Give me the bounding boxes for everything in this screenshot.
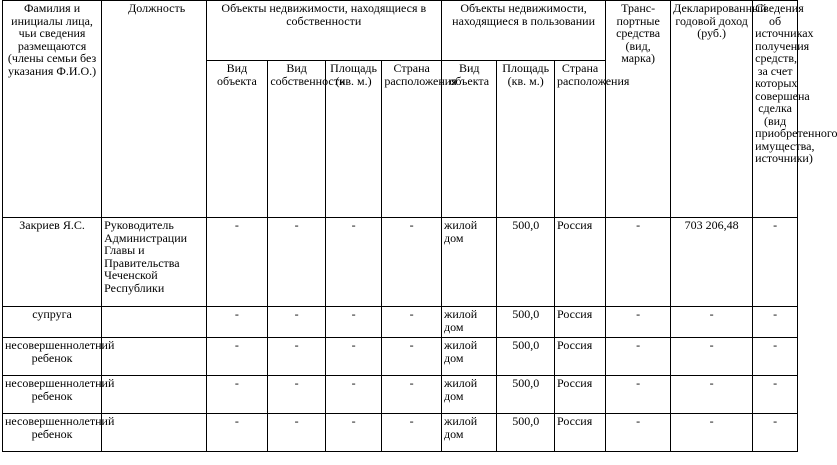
- header-owned-type: Вид объекта: [206, 61, 268, 218]
- cell-position: [102, 414, 206, 452]
- cell-used-area: 500,0: [497, 307, 555, 338]
- table-row: [3, 218, 798, 307]
- cell-name: несовершеннолетний ребенок: [3, 414, 102, 452]
- header-owned-group: Объекты недвижимости, находящиеся в собственности: [206, 1, 442, 61]
- cell-owned-area: -: [325, 307, 381, 338]
- cell-used-country: Россия: [554, 338, 605, 376]
- cell-used-type: жилой дом: [442, 218, 497, 307]
- cell-name: супруга: [3, 307, 102, 338]
- cell-used-type: жилой дом: [442, 376, 497, 414]
- cell-used-area: 500,0: [497, 338, 555, 376]
- cell-sources: -: [753, 376, 798, 414]
- cell-used-area: 500,0: [497, 218, 555, 307]
- cell-owned-country: -: [382, 307, 442, 338]
- header-used-type: Вид объекта: [442, 61, 497, 218]
- cell-owned-area: -: [325, 414, 381, 452]
- header-used-country: Страна расположения: [554, 61, 605, 218]
- header-used-group: Объекты недвижимости, находящиеся в пользовании: [442, 1, 606, 61]
- cell-owned-country: -: [382, 414, 442, 452]
- header-name: Фамилия и инициалы лица, чьи сведения размещаются (члены семьи без указания Ф.И.О.): [3, 1, 102, 218]
- cell-owned-area: -: [325, 338, 381, 376]
- cell-position: Руководитель Администрации Главы и Правительства Чеченской Республики: [102, 218, 206, 307]
- cell-name: несовершеннолетний ребенок: [3, 376, 102, 414]
- cell-owned-type: -: [206, 414, 268, 452]
- cell-income: -: [671, 376, 753, 414]
- cell-name: Закриев Я.С.: [3, 218, 102, 307]
- cell-used-type: жилой дом: [442, 307, 497, 338]
- header-income: Декларированный годовой доход (руб.): [671, 1, 753, 218]
- cell-transport: -: [606, 307, 671, 338]
- cell-income: -: [671, 338, 753, 376]
- cell-income: -: [671, 307, 753, 338]
- declaration-table: [2, 0, 837, 452]
- table-row: [3, 307, 798, 338]
- cell-owned-type: -: [206, 338, 268, 376]
- cell-sources: -: [753, 218, 798, 307]
- table-row: [3, 338, 798, 376]
- table-row: [3, 414, 798, 452]
- cell-transport: -: [606, 376, 671, 414]
- cell-sources: -: [753, 338, 798, 376]
- cell-used-country: Россия: [554, 376, 605, 414]
- cell-owned-country: -: [382, 376, 442, 414]
- cell-owned-ownership: -: [268, 307, 326, 338]
- cell-used-area: 500,0: [497, 414, 555, 452]
- header-owned-area: Площадь (кв. м.): [325, 61, 381, 218]
- cell-used-type: жилой дом: [442, 414, 497, 452]
- header-used-area: Площадь (кв. м.): [497, 61, 555, 218]
- cell-transport: -: [606, 414, 671, 452]
- cell-used-area: 500,0: [497, 376, 555, 414]
- header-owned-ownership: Вид собственности: [268, 61, 326, 218]
- cell-income: 703 206,48: [671, 218, 753, 307]
- cell-owned-ownership: -: [268, 414, 326, 452]
- cell-used-country: Россия: [554, 307, 605, 338]
- table-row: [3, 376, 798, 414]
- cell-used-country: Россия: [554, 414, 605, 452]
- header-owned-country: Страна расположения: [382, 61, 442, 218]
- header-position: Должность: [102, 1, 206, 218]
- cell-owned-area: -: [325, 218, 381, 307]
- cell-sources: -: [753, 414, 798, 452]
- cell-transport: -: [606, 338, 671, 376]
- cell-sources: -: [753, 307, 798, 338]
- cell-name: несовершеннолетний ребенок: [3, 338, 102, 376]
- header-transport: Транс-портные средства (вид, марка): [606, 1, 671, 218]
- cell-position: [102, 307, 206, 338]
- cell-owned-ownership: -: [268, 376, 326, 414]
- cell-income: -: [671, 414, 753, 452]
- cell-owned-type: -: [206, 307, 268, 338]
- cell-owned-country: -: [382, 218, 442, 307]
- header-sources: Сведения об источниках получения средств, за счет которых совершена сделка (вид приобретенного имущества, источники): [753, 1, 798, 218]
- cell-owned-ownership: -: [268, 218, 326, 307]
- cell-owned-ownership: -: [268, 338, 326, 376]
- cell-owned-type: -: [206, 376, 268, 414]
- cell-owned-type: -: [206, 218, 268, 307]
- cell-transport: -: [606, 218, 671, 307]
- cell-owned-country: -: [382, 338, 442, 376]
- cell-position: [102, 338, 206, 376]
- cell-used-country: Россия: [554, 218, 605, 307]
- cell-position: [102, 376, 206, 414]
- cell-used-type: жилой дом: [442, 338, 497, 376]
- cell-owned-area: -: [325, 376, 381, 414]
